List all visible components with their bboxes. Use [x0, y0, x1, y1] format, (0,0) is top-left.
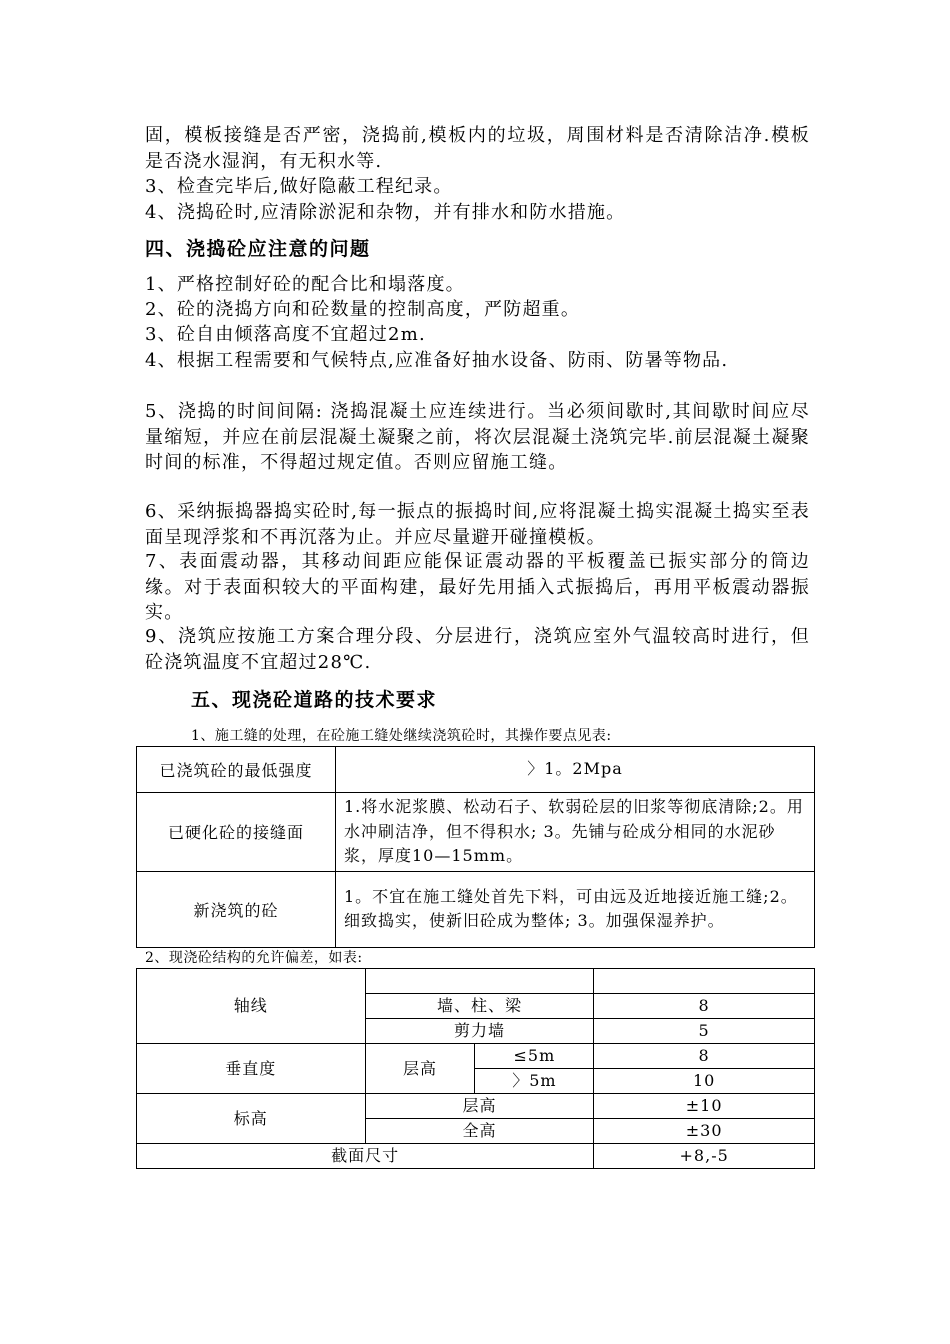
table-cell: 标高: [137, 1094, 366, 1144]
list-item: 6、采纳振捣器捣实砼时,每一振点的振捣时间,应将混凝土捣实混凝土捣实至表面呈现浮浆和不再沉落为止。并应尽量避开碰撞模板。: [145, 501, 810, 548]
table-cell: 〉1。2Mpa: [336, 747, 815, 793]
table-cell: 已硬化砼的接缝面: [137, 793, 336, 872]
table-row: [137, 969, 815, 994]
table-caption: 1、施工缝的处理，在砼施工缝处继续浇筑砼时，其操作要点见表:: [191, 728, 612, 744]
table-cell: 剪力墙: [365, 1019, 594, 1044]
section-heading: 四、浇捣砼应注意的问题: [145, 238, 371, 260]
paragraph-continued: 固，模板接缝是否严密，浇捣前,模板内的垃圾，周围材料是否清除洁净.模板是否浇水湿润，有无积水等.: [145, 125, 810, 172]
table-row: [137, 793, 815, 872]
table-row: [137, 747, 815, 793]
table-cell: 5: [594, 1019, 815, 1044]
table-cell: 轴线: [137, 969, 366, 1044]
list-item: 4、浇捣砼时,应清除淤泥和杂物，并有排水和防水措施。: [145, 202, 626, 223]
table-cell: 垂直度: [137, 1044, 366, 1094]
table-cell: [594, 969, 815, 994]
list-item: 1、严格控制好砼的配合比和塌落度。: [145, 274, 465, 295]
table-row: [137, 1144, 815, 1169]
table-cell: +8,-5: [594, 1144, 815, 1169]
table-row: [137, 1094, 815, 1119]
construction-joint-table: [136, 746, 815, 948]
table-cell: 全高: [365, 1119, 594, 1144]
table-cell: 8: [594, 1044, 815, 1069]
table-cell: ≤5m: [475, 1044, 594, 1069]
table-cell: 8: [594, 994, 815, 1019]
table-cell: 墙、柱、梁: [365, 994, 594, 1019]
list-item: 9、浇筑应按施工方案合理分段、分层进行，浇筑应室外气温较高时进行，但砼浇筑温度不宜超过28℃.: [145, 626, 810, 673]
list-item: 3、检查完毕后,做好隐蔽工程纪录。: [145, 176, 453, 197]
table-cell: 新浇筑的砼: [137, 871, 336, 947]
table-cell: ±30: [594, 1119, 815, 1144]
section-heading: 五、现浇砼道路的技术要求: [191, 689, 438, 711]
table-cell: [365, 969, 594, 994]
table-row: [137, 1044, 815, 1069]
table-cell: 层高: [365, 1044, 475, 1094]
list-item: 2、砼的浇捣方向和砼数量的控制高度，严防超重。: [145, 299, 581, 320]
table-cell: 截面尺寸: [137, 1144, 594, 1169]
list-item: 5、浇捣的时间间隔: 浇捣混凝土应连续进行。当必须间歇时,其间歇时间应尽量缩短，并应在前层混凝土凝聚之前，将次层混凝土浇筑完毕.前层混凝土凝聚时间的标准，不得超过规定值。否则应留施工缝。: [145, 401, 810, 473]
list-item: 7、表面震动器，其移动间距应能保证震动器的平板覆盖已振实部分的筒边缘。对于表面积较大的平面构建，最好先用插入式振捣后，再用平板震动器振实。: [145, 551, 810, 623]
table-cell: ±10: [594, 1094, 815, 1119]
table-caption: 2、现浇砼结构的允许偏差，如表:: [145, 950, 363, 966]
table-cell: 1.将水泥浆膜、松动石子、软弱砼层的旧浆等彻底清除;2。用水冲刷洁净，但不得积水; 3。先铺与砼成分相同的水泥砂浆，厚度10—15mm。: [336, 793, 815, 872]
table-cell: 已浇筑砼的最低强度: [137, 747, 336, 793]
table-cell: 1。不宜在施工缝处首先下料，可由远及近地接近施工缝;2。细致捣实，使新旧砼成为整体; 3。加强保湿养护。: [336, 871, 815, 947]
tolerance-table: [136, 968, 815, 1169]
list-item: 3、砼自由倾落高度不宜超过2m.: [145, 324, 426, 345]
table-cell: 10: [594, 1069, 815, 1094]
list-item: 4、根据工程需要和气候特点,应准备好抽水设备、防雨、防暑等物品.: [145, 350, 729, 371]
table-cell: 层高: [365, 1094, 594, 1119]
table-row: [137, 871, 815, 947]
table-cell: 〉5m: [475, 1069, 594, 1094]
